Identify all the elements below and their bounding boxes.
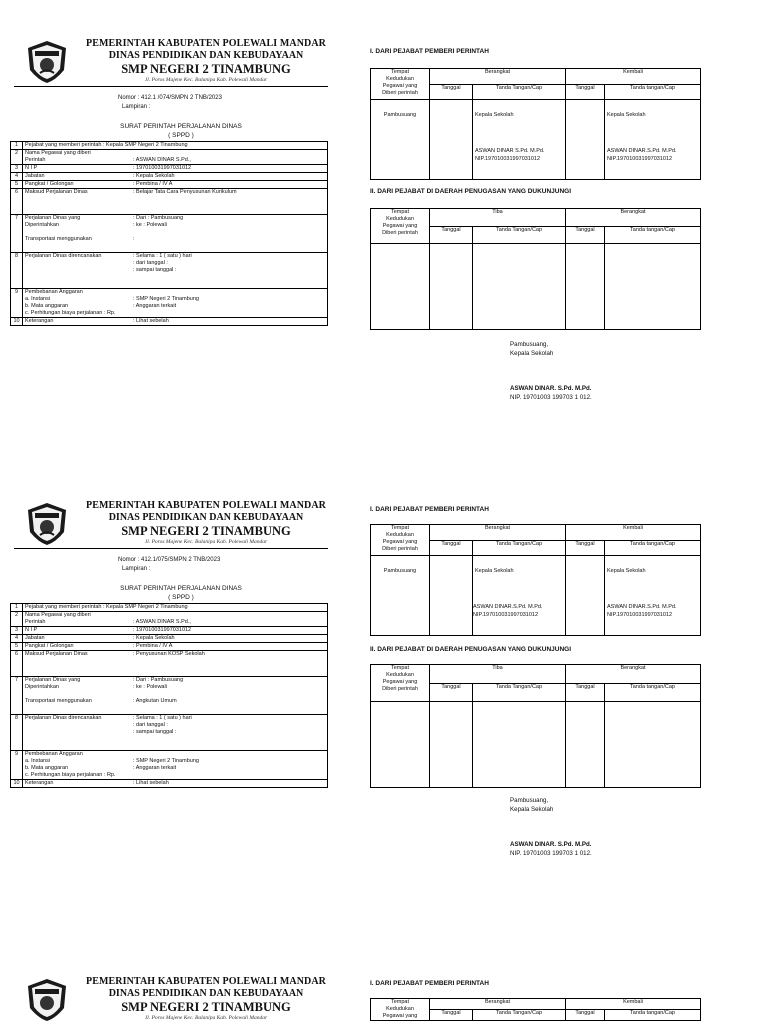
row-number: 3 <box>11 627 23 635</box>
header-cell: Diberi perintah <box>382 546 418 552</box>
row-number: 10 <box>11 318 23 326</box>
row-label: Maksud Perjalanan Dinas <box>23 651 132 677</box>
row-number: 3 <box>11 165 23 173</box>
signer-name: ASWAN DINAR.S.Pd. M.Pd. <box>607 604 677 610</box>
header-cell: Tanggal <box>430 84 473 100</box>
row-value: : Lihat sebelah <box>131 780 328 788</box>
letter-number: Nomor : 412.1 /074/SMPN 2 TNB/2023 <box>118 95 222 101</box>
letterhead <box>10 500 328 550</box>
signoff-title: Kepala Sekolah <box>510 350 554 357</box>
regency-emblem-icon <box>26 978 68 1022</box>
row-value: : ASWAN DINAR S.Pd., <box>133 619 191 625</box>
row-value: : sampai tanggal : <box>133 729 177 735</box>
table-row <box>11 715 328 751</box>
row-label: Nama Pegawai yang diberi <box>25 150 91 156</box>
section-1-title: I. DARI PEJABAT PEMBERI PERINTAH <box>370 980 489 987</box>
sppd-form <box>10 976 328 1024</box>
row-number: 1 <box>11 142 23 150</box>
row-label: Pembebanan Anggaran <box>25 751 83 757</box>
row-value: : Pembina / IV A <box>131 643 328 651</box>
row-number: 4 <box>11 173 23 181</box>
table-row <box>371 999 701 1010</box>
attachment-label: Lampiran : <box>122 566 151 572</box>
row-label: c. Perhitungan biaya perjalanan : Rp. <box>25 310 116 316</box>
table-row <box>11 751 328 780</box>
signer-nip: NIP.197010031997031012 <box>607 156 673 162</box>
header-cell: Tanggal <box>566 226 605 244</box>
form-title: SURAT PERINTAH PERJALANAN DINAS <box>120 585 242 592</box>
school-address: Jl. Poros Majene Kec. Balanipa Kab. Polewali Mandar <box>144 77 268 83</box>
table-row <box>11 780 328 788</box>
row-value: : Pembina / IV A <box>131 181 328 189</box>
row-value: : Penyusunan KOSP Sekolah <box>131 651 328 677</box>
row-value: : 197010031997031012 <box>131 627 328 635</box>
row-value: : dari tanggal : <box>133 722 168 728</box>
row-label: N I P <box>23 165 132 173</box>
signer-title: Kepala Sekolah <box>607 568 646 574</box>
header-cell: Tanggal <box>566 1010 605 1021</box>
header-cell: Kedudukan <box>386 672 414 678</box>
signoff-place: Pambusuang, <box>510 341 549 348</box>
signer-name: ASWAN DINAR.S.Pd. M.Pd. <box>607 148 677 154</box>
row-number: 1 <box>11 604 23 612</box>
row-label: Perjalanan Dinas yang <box>25 215 81 221</box>
header-cell: Diberi perintah <box>382 90 418 96</box>
row-label: Jabatan <box>23 173 132 181</box>
row-value: : Lihat sebelah <box>131 318 328 326</box>
table-row <box>11 181 328 189</box>
government-name: PEMERINTAH KABUPATEN POLEWALI MANDAR <box>86 976 326 987</box>
header-cell: Kedudukan <box>386 216 414 222</box>
header-cell: Tempat <box>390 525 410 531</box>
letter-meta <box>10 88 328 116</box>
header-cell: Berangkat <box>566 665 701 684</box>
signer-title: Kepala Sekolah <box>475 112 514 118</box>
header-cell: Berangkat <box>430 999 566 1010</box>
letterhead-divider <box>14 86 328 87</box>
government-name: PEMERINTAH KABUPATEN POLEWALI MANDAR <box>86 38 326 49</box>
header-cell: Tanda tangan/Cap <box>605 540 701 556</box>
row-label: Pejabat yang memberi perintah <box>25 604 102 610</box>
endorsement-table-1 <box>370 524 701 636</box>
header-cell: Tempat <box>390 665 410 671</box>
table-row <box>11 289 328 318</box>
section-1-title: I. DARI PEJABAT PEMBERI PERINTAH <box>370 48 489 55</box>
school-name: SMP NEGERI 2 TINAMBUNG <box>121 1000 291 1014</box>
row-label: b. Mata anggaran <box>25 765 69 771</box>
form-title: SURAT PERINTAH PERJALANAN DINAS <box>120 123 242 130</box>
header-cell: Tanda tangan/Cap <box>605 84 701 100</box>
signer-nip: NIP.197010031997031012 <box>473 612 539 618</box>
signoff-name: ASWAN DINAR. S.Pd. M.Pd. <box>510 841 592 848</box>
sppd-form <box>10 500 328 788</box>
section-2-title: II. DARI PEJABAT DI DAERAH PENUGASAN YANG DUKUNJUNGI <box>370 646 572 653</box>
sppd-form <box>10 38 328 326</box>
signer-nip: NIP.197010031997031012 <box>607 612 673 618</box>
row-value: : Kepala SMP Negeri 2 Tinambung <box>102 142 188 148</box>
place-cell: Pambusuang <box>371 100 430 180</box>
header-cell: Diberi perintah <box>382 686 418 692</box>
endorsement-table-1 <box>370 998 701 1021</box>
row-label: Nama Pegawai yang diberi <box>25 612 91 618</box>
row-value: : Anggaran terkait <box>133 765 177 771</box>
signer-nip: NIP.197010031997031012 <box>475 156 541 162</box>
table-row <box>371 244 701 330</box>
row-label: Perjalanan Dinas yang <box>25 677 81 683</box>
sppd-document-3 <box>0 976 768 1024</box>
department-name: DINAS PENDIDIKAN DAN KEBUDAYAAN <box>108 988 304 999</box>
row-label: Keterangan <box>23 780 132 788</box>
row-value: : Angkutan Umum <box>133 698 177 704</box>
signoff-place: Pambusuang, <box>510 797 549 804</box>
table-row <box>371 209 701 227</box>
header-cell: Diberi perintah <box>382 230 418 236</box>
signer-name: ASWAN DINAR.S.Pd. M.Pd. <box>473 604 543 610</box>
table-row <box>11 604 328 612</box>
header-cell: Tanda Tangan/Cap <box>473 84 566 100</box>
department-name: DINAS PENDIDIKAN DAN KEBUDAYAAN <box>108 50 304 61</box>
table-row <box>11 142 328 150</box>
endorsement-table-2 <box>370 208 701 330</box>
header-cell: Kembali <box>566 525 701 541</box>
row-value: : ASWAN DINAR S.Pd., <box>133 157 191 163</box>
signoff-nip: NIP. 19701003 199703 1 012. <box>510 394 592 401</box>
header-cell: Pegawai yang <box>382 1013 418 1019</box>
row-number: 8 <box>11 253 23 289</box>
table-row <box>11 150 328 165</box>
row-value: : ke : Polewali <box>133 222 167 228</box>
school-address: Jl. Poros Majene Kec. Balanipa Kab. Polewali Mandar <box>144 1015 268 1021</box>
signer-title: Kepala Sekolah <box>475 568 514 574</box>
row-label: b. Mata anggaran <box>25 303 69 309</box>
row-number: 2 <box>11 612 23 627</box>
header-cell: Berangkat <box>430 69 566 85</box>
row-label: Pangkat / Golongan <box>23 643 132 651</box>
table-row <box>11 165 328 173</box>
row-value: : Dari : Pambusuang <box>133 215 184 221</box>
signoff-nip: NIP. 19701003 199703 1 012. <box>510 850 592 857</box>
regency-emblem-icon <box>26 502 68 546</box>
row-value: : Selama : 1 ( satu ) hari <box>133 715 192 721</box>
table-row <box>371 556 701 636</box>
letter-meta <box>10 550 328 578</box>
row-number: 2 <box>11 150 23 165</box>
table-row <box>371 525 701 541</box>
row-number: 6 <box>11 651 23 677</box>
table-row <box>11 627 328 635</box>
table-row <box>371 69 701 85</box>
row-value: : Kepala SMP Negeri 2 Tinambung <box>102 604 188 610</box>
header-cell: Tempat <box>390 999 410 1005</box>
row-label: Pembebanan Anggaran <box>25 289 83 295</box>
government-name: PEMERINTAH KABUPATEN POLEWALI MANDAR <box>86 500 326 511</box>
section-2-title: II. DARI PEJABAT DI DAERAH PENUGASAN YANG DUKUNJUNGI <box>370 188 572 195</box>
table-row <box>11 651 328 677</box>
row-label: a. Instansi <box>25 758 51 764</box>
table-row <box>371 702 701 788</box>
signature-block <box>510 340 592 402</box>
school-address: Jl. Poros Majene Kec. Balanipa Kab. Polewali Mandar <box>144 539 268 545</box>
row-number: 7 <box>11 677 23 715</box>
row-label: Diperintahkan <box>25 684 59 690</box>
signer-title: Kepala Sekolah <box>607 112 646 118</box>
row-value: : ke : Polewali <box>133 684 167 690</box>
header-cell: Kedudukan <box>386 76 414 82</box>
header-cell: Kembali <box>566 69 701 85</box>
header-cell: Tiba <box>430 209 566 227</box>
row-value: : Belajar Tata Cara Penyusunan Kurikulum <box>131 189 328 215</box>
header-cell: Tempat <box>390 69 410 75</box>
table-row <box>11 215 328 253</box>
sppd-table <box>10 603 328 788</box>
table-row <box>11 612 328 627</box>
header-cell: Tanggal <box>430 540 473 556</box>
row-number: 6 <box>11 189 23 215</box>
row-value: : sampai tanggal : <box>133 267 177 273</box>
header-cell: Tanda tangan/Cap <box>605 226 701 244</box>
row-number: 9 <box>11 751 23 780</box>
header-cell: Kedudukan <box>386 532 414 538</box>
department-name: DINAS PENDIDIKAN DAN KEBUDAYAAN <box>108 512 304 523</box>
header-cell: Pegawai yang <box>382 223 418 229</box>
row-label: Perintah <box>25 619 46 625</box>
row-value: : Kepala Sekolah <box>131 635 328 643</box>
row-number: 9 <box>11 289 23 318</box>
row-value: : Selama : 1 ( satu ) hari <box>133 253 192 259</box>
letterhead <box>10 976 328 1024</box>
form-subtitle: ( SPPD ) <box>168 132 194 139</box>
header-cell: Tiba <box>430 665 566 684</box>
table-row <box>371 665 701 684</box>
header-cell: Tanggal <box>430 226 473 244</box>
row-label: Diperintahkan <box>25 222 59 228</box>
row-value: : Kepala Sekolah <box>131 173 328 181</box>
table-row <box>11 635 328 643</box>
section-1-title: I. DARI PEJABAT PEMBERI PERINTAH <box>370 506 489 513</box>
row-label: Perintah <box>25 157 46 163</box>
letterhead-text <box>80 500 332 546</box>
form-subtitle: ( SPPD ) <box>168 594 194 601</box>
letterhead-divider <box>14 548 328 549</box>
header-cell: Tempat <box>390 209 410 215</box>
row-number: 7 <box>11 215 23 253</box>
row-number: 5 <box>11 181 23 189</box>
row-value: : Anggaran terkait <box>133 303 177 309</box>
row-label: N I P <box>23 627 132 635</box>
letterhead-text <box>80 38 332 84</box>
header-cell: Berangkat <box>430 525 566 541</box>
place-cell: Pambusuang <box>371 556 430 636</box>
row-value: : 197010031997031012 <box>131 165 328 173</box>
header-cell: Kedudukan <box>386 1006 414 1012</box>
header-cell: Tanggal <box>566 683 605 702</box>
header-cell: Tanggal <box>430 1010 473 1021</box>
header-cell: Tanggal <box>430 683 473 702</box>
endorsement-table-2 <box>370 664 701 788</box>
table-row <box>11 189 328 215</box>
row-label: Perjalanan Dinas direncanakan <box>23 715 132 751</box>
attachment-label: Lampiran : <box>122 104 151 110</box>
row-label: Pangkat / Golongan <box>23 181 132 189</box>
sppd-table <box>10 141 328 326</box>
header-cell: Pegawai yang <box>382 83 418 89</box>
letterhead <box>10 38 328 88</box>
row-label: Maksud Perjalanan Dinas <box>23 189 132 215</box>
table-row <box>11 643 328 651</box>
school-name: SMP NEGERI 2 TINAMBUNG <box>121 62 291 76</box>
row-label: Transportasi menggunakan <box>25 236 92 242</box>
school-name: SMP NEGERI 2 TINAMBUNG <box>121 524 291 538</box>
row-value: : <box>133 236 135 242</box>
table-row <box>11 318 328 326</box>
header-cell: Tanda tangan/Cap <box>605 1010 701 1021</box>
row-value: : SMP Negeri 2 Tinambung <box>133 296 199 302</box>
signoff-title: Kepala Sekolah <box>510 806 554 813</box>
header-cell: Pegawai yang <box>382 539 418 545</box>
row-number: 8 <box>11 715 23 751</box>
header-cell: Tanggal <box>566 84 605 100</box>
header-cell: Pegawai yang <box>382 679 418 685</box>
row-value: : dari tanggal : <box>133 260 168 266</box>
header-cell: Tanda Tangan/Cap <box>473 540 566 556</box>
header-cell: Berangkat <box>566 209 701 227</box>
table-row <box>371 100 701 180</box>
header-cell: Tanda Tangan/Cap <box>473 683 566 702</box>
row-number: 10 <box>11 780 23 788</box>
row-label: Transportasi menggunakan <box>25 698 92 704</box>
table-row <box>11 253 328 289</box>
row-number: 5 <box>11 643 23 651</box>
header-cell: Kembali <box>566 999 701 1010</box>
row-label: c. Perhitungan biaya perjalanan : Rp. <box>25 772 116 778</box>
letterhead-text <box>80 976 332 1022</box>
regency-emblem-icon <box>26 40 68 84</box>
row-label: Keterangan <box>23 318 132 326</box>
row-value: : Dari : Pambusuang <box>133 677 184 683</box>
header-cell: Tanda Tangan/Cap <box>473 1010 566 1021</box>
table-row <box>11 173 328 181</box>
endorsement-table-1 <box>370 68 701 180</box>
header-cell: Tanda tangan/Cap <box>605 683 701 702</box>
signer-name: ASWAN DINAR S.Pd. M.Pd. <box>475 148 545 154</box>
letter-number: Nomor : 412.1/075/SMPN 2 TNB/2023 <box>118 557 221 563</box>
row-label: Jabatan <box>23 635 132 643</box>
table-row <box>11 677 328 715</box>
row-number: 4 <box>11 635 23 643</box>
row-label: a. Instansi <box>25 296 51 302</box>
header-cell: Tanda Tangan/Cap <box>473 226 566 244</box>
row-value: : SMP Negeri 2 Tinambung <box>133 758 199 764</box>
signature-block <box>510 796 592 858</box>
row-label: Perjalanan Dinas direncanakan <box>23 253 132 289</box>
header-cell: Tanggal <box>566 540 605 556</box>
signoff-name: ASWAN DINAR. S.Pd. M.Pd. <box>510 385 592 392</box>
row-label: Pejabat yang memberi perintah <box>25 142 102 148</box>
